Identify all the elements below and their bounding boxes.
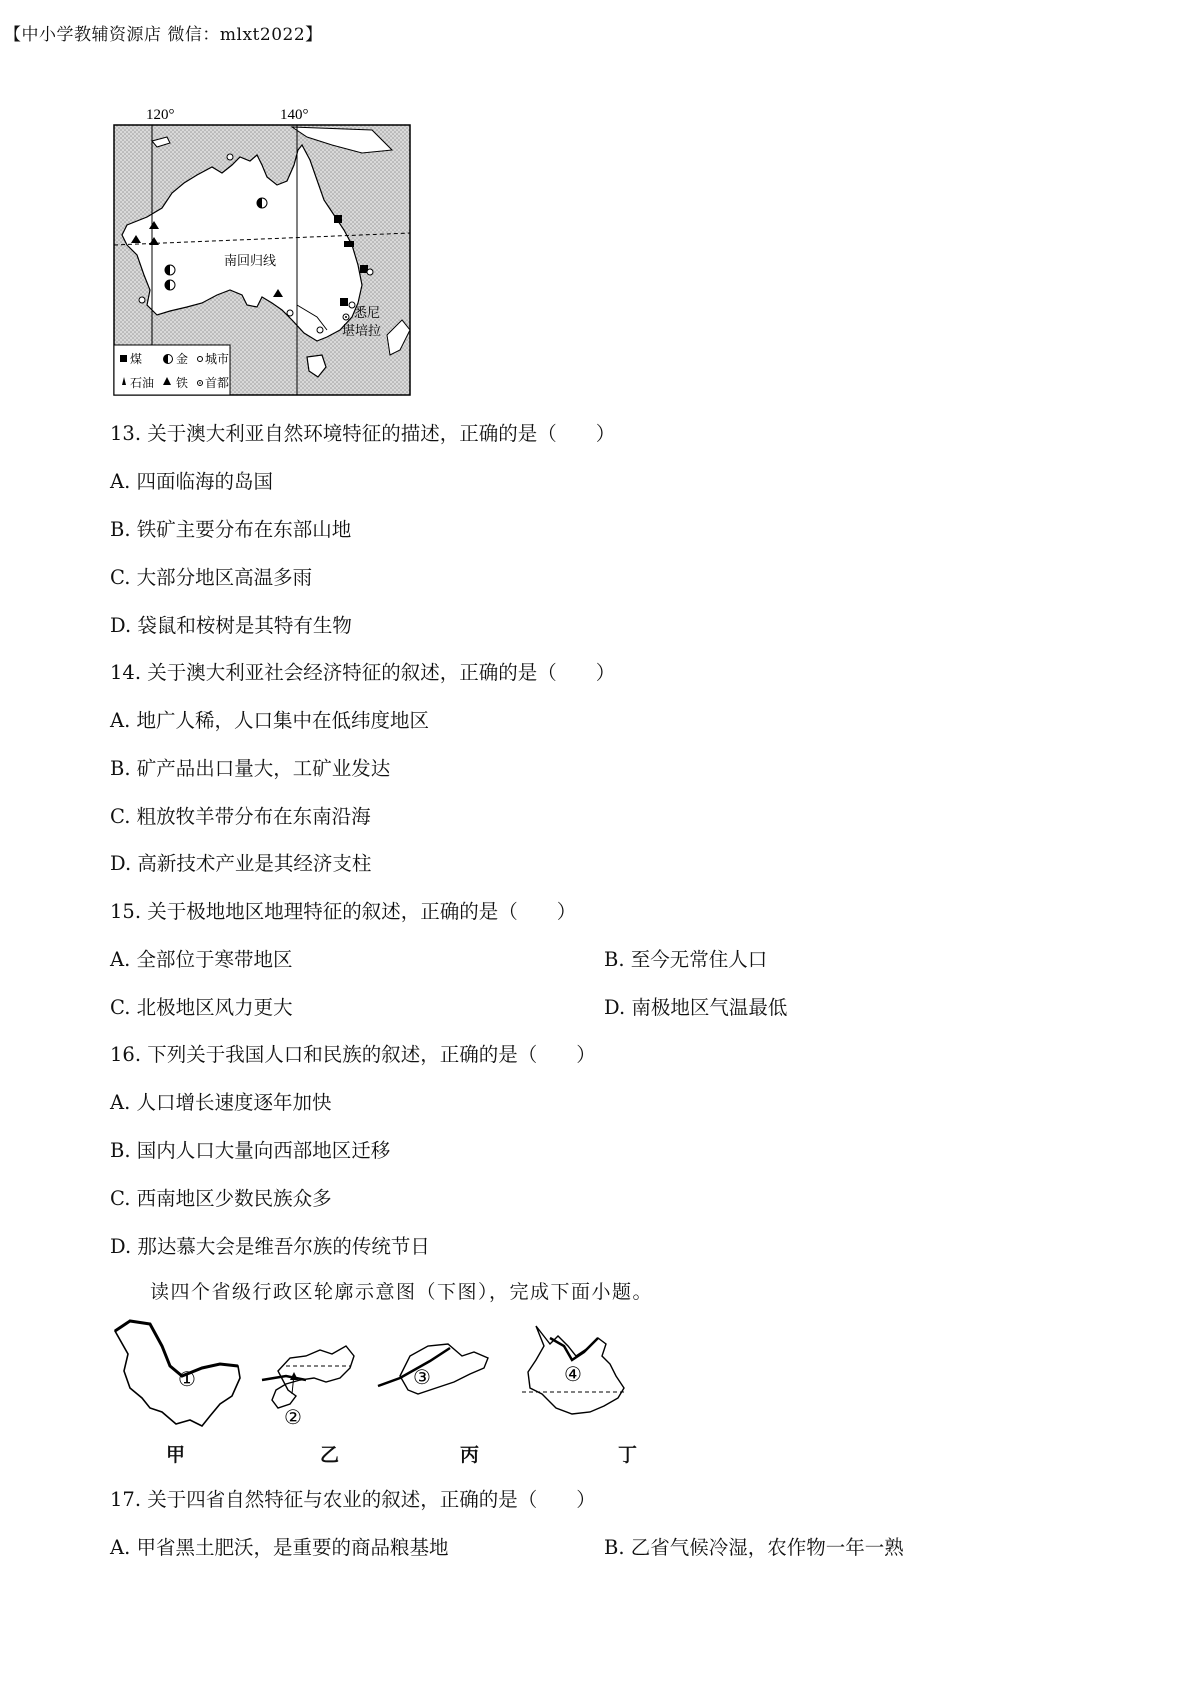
q13-option-d[interactable]: D. 袋鼠和桉树是其特有生物 [110, 614, 352, 637]
province-number-1: ① [178, 1367, 196, 1391]
gold-symbol [165, 280, 175, 290]
city-label-sydney: 悉尼 [354, 306, 381, 321]
q16-option-c[interactable]: C. 西南地区少数民族众多 [110, 1187, 332, 1210]
watermark: 【中小学教辅资源店 微信：mlxt2022】 [4, 25, 323, 45]
coal-symbol [344, 241, 354, 247]
q13-option-a[interactable]: A. 四面临海的岛国 [110, 470, 273, 493]
province-label-jia: 甲 [166, 1444, 186, 1466]
city-symbol [317, 327, 323, 333]
city-symbol [287, 310, 293, 316]
svg-text:金: 金 [176, 352, 189, 366]
svg-text:石油: 石油 [130, 376, 155, 390]
province-bing-outline [378, 1344, 488, 1394]
q15-option-a[interactable]: A. 全部位于寒带地区 [110, 948, 293, 971]
province-jia-outline [115, 1321, 240, 1426]
q13-option-b[interactable]: B. 铁矿主要分布在东部山地 [110, 518, 352, 541]
coal-symbol [340, 298, 348, 306]
q16-option-d[interactable]: D. 那达慕大会是维吾尔族的传统节日 [110, 1235, 430, 1258]
tropic-label: 南回归线 [224, 254, 277, 269]
australia-map [112, 105, 422, 397]
q14-option-c[interactable]: C. 粗放牧羊带分布在东南沿海 [110, 805, 371, 828]
gold-symbol [257, 198, 267, 208]
province-yi-outline [262, 1346, 354, 1429]
city-symbol [227, 154, 233, 160]
q14-option-a[interactable]: A. 地广人稀，人口集中在低纬度地区 [110, 709, 429, 732]
province-number-2: ② [284, 1405, 302, 1429]
province-map-intro: 读四个省级行政区轮廓示意图（下图），完成下面小题。 [150, 1281, 654, 1303]
province-number-4: ④ [564, 1362, 582, 1386]
province-number-3: ③ [413, 1365, 431, 1389]
city-symbol [139, 297, 145, 303]
city-label-canberra: 堪培拉 [342, 324, 382, 339]
q15-stem: 15. 关于极地地区地理特征的叙述，正确的是（ ） [110, 900, 577, 923]
province-label-ding: 丁 [618, 1444, 638, 1466]
coal-symbol [334, 215, 342, 223]
province-label-bing: 丙 [460, 1444, 480, 1466]
q17-option-a[interactable]: A. 甲省黑土肥沃，是重要的商品粮基地 [110, 1536, 449, 1559]
svg-text:煤: 煤 [130, 352, 143, 366]
lon-140-label: 140° [280, 107, 309, 123]
q16-stem: 16. 下列关于我国人口和民族的叙述，正确的是（ ） [110, 1043, 596, 1066]
svg-text:城市: 城市 [205, 352, 230, 366]
lon-120-label: 120° [146, 107, 175, 123]
q15-option-d[interactable]: D. 南极地区气温最低 [604, 996, 788, 1019]
q14-stem: 14. 关于澳大利亚社会经济特征的叙述，正确的是（ ） [110, 661, 616, 684]
svg-text:铁: 铁 [176, 376, 189, 390]
q17-option-b[interactable]: B. 乙省气候冷湿，农作物一年一熟 [604, 1536, 904, 1559]
q17-stem: 17. 关于四省自然特征与农业的叙述，正确的是（ ） [110, 1488, 596, 1511]
map-legend [114, 345, 230, 395]
q16-option-b[interactable]: B. 国内人口大量向西部地区迁移 [110, 1139, 391, 1162]
province-label-yi: 乙 [320, 1444, 340, 1466]
q15-option-b[interactable]: B. 至今无常住人口 [604, 948, 768, 971]
gold-symbol [165, 265, 175, 275]
q14-option-d[interactable]: D. 高新技术产业是其经济支柱 [110, 852, 372, 875]
city-symbol [367, 269, 373, 275]
q13-option-c[interactable]: C. 大部分地区高温多雨 [110, 566, 313, 589]
q16-option-a[interactable]: A. 人口增长速度逐年加快 [110, 1091, 332, 1114]
q15-option-c[interactable]: C. 北极地区风力更大 [110, 996, 293, 1019]
province-ding-outline [522, 1326, 626, 1414]
q14-option-b[interactable]: B. 矿产品出口量大，工矿业发达 [110, 757, 391, 780]
svg-text:首都: 首都 [205, 376, 230, 390]
q13-stem: 13. 关于澳大利亚自然环境特征的描述，正确的是（ ） [110, 422, 616, 445]
